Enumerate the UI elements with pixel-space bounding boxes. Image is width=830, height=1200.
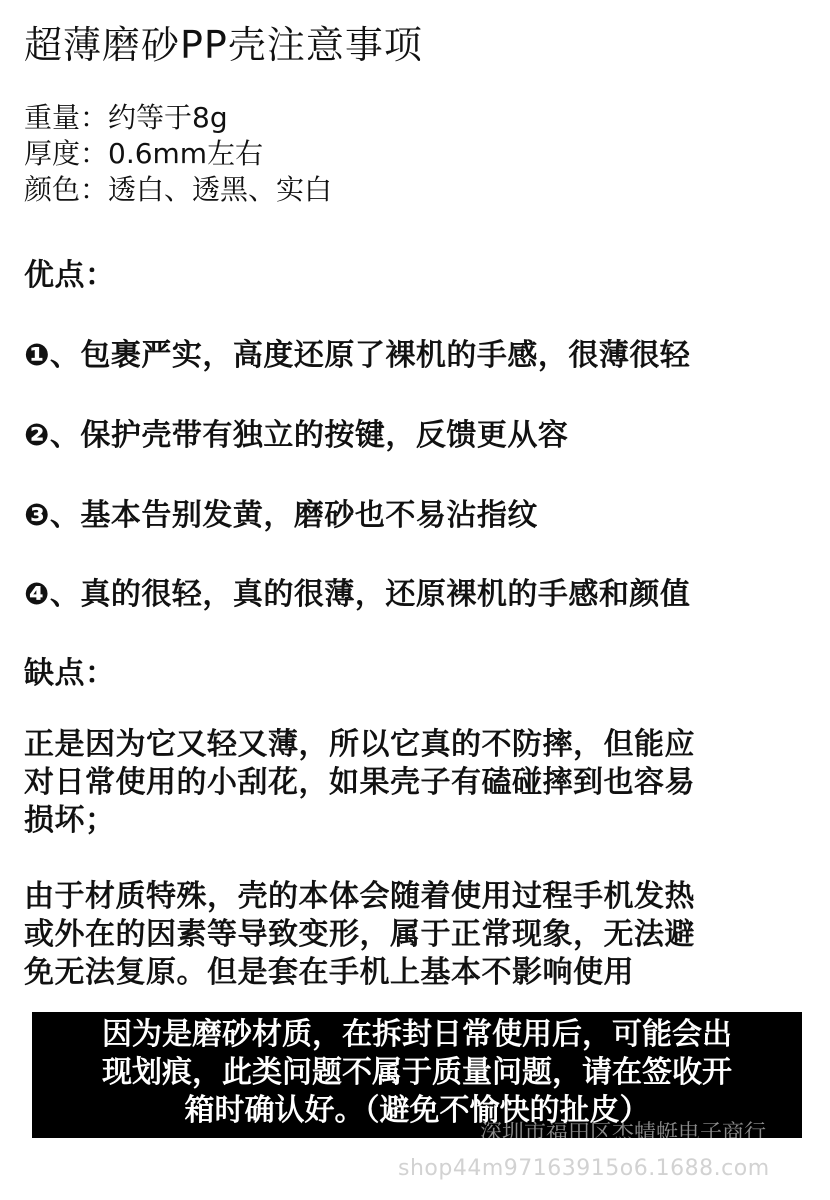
cons-paragraph-1 <box>24 726 814 840</box>
cons-p1-line-2: 对日常使用的小刮花，如果壳子有磕碰摔到也容易 <box>24 765 695 800</box>
notice-line-1: 因为是磨砂材质，在拆封日常使用后，可能会出 <box>102 1017 732 1052</box>
cons-p1-line-3: 损坏； <box>24 803 116 838</box>
spec-colors: 颜色：透白、透黑、实白 <box>24 173 333 206</box>
cons-p2-line-3: 免无法复原。但是套在手机上基本不影响使用 <box>24 955 634 990</box>
pro-item-1: ❶、包裹严实，高度还原了裸机的手感，很薄很轻 <box>24 338 691 373</box>
spec-weight: 重量：约等于8g <box>24 101 228 134</box>
cons-p2-line-2: 或外在的因素等导致变形，属于正常现象，无法避 <box>24 917 695 952</box>
cons-p2-line-1: 由于材质特殊，壳的本体会随着使用过程手机发热 <box>24 879 695 914</box>
pro-item-2: ❷、保护壳带有独立的按键，反馈更从容 <box>24 418 569 453</box>
shop-url-watermark: shop44m97163915o6.1688.com <box>398 1156 770 1181</box>
cons-heading: 缺点： <box>24 656 116 691</box>
pro-item-4: ❹、真的很轻，真的很薄，还原裸机的手感和颜值 <box>24 577 691 612</box>
pros-heading: 优点： <box>24 258 116 293</box>
notice-line-2: 现划痕，此类问题不属于质量问题，请在签收开 <box>102 1055 732 1090</box>
page-title: 超薄磨砂PP壳注意事项 <box>24 23 423 67</box>
pro-item-3: ❸、基本告别发黄，磨砂也不易沾指纹 <box>24 498 538 533</box>
spec-thickness: 厚度：0.6mm左右 <box>24 137 264 170</box>
notice-line-3: 箱时确认好。（避免不愉快的扯皮） <box>184 1093 650 1128</box>
spec-list <box>24 100 332 208</box>
cons-p1-line-1: 正是因为它又轻又薄，所以它真的不防摔，但能应 <box>24 727 695 762</box>
cons-paragraph-2 <box>24 878 814 992</box>
shop-name-overlay: 深圳市福田区杰蜻蜓电子商行 <box>480 1121 767 1146</box>
